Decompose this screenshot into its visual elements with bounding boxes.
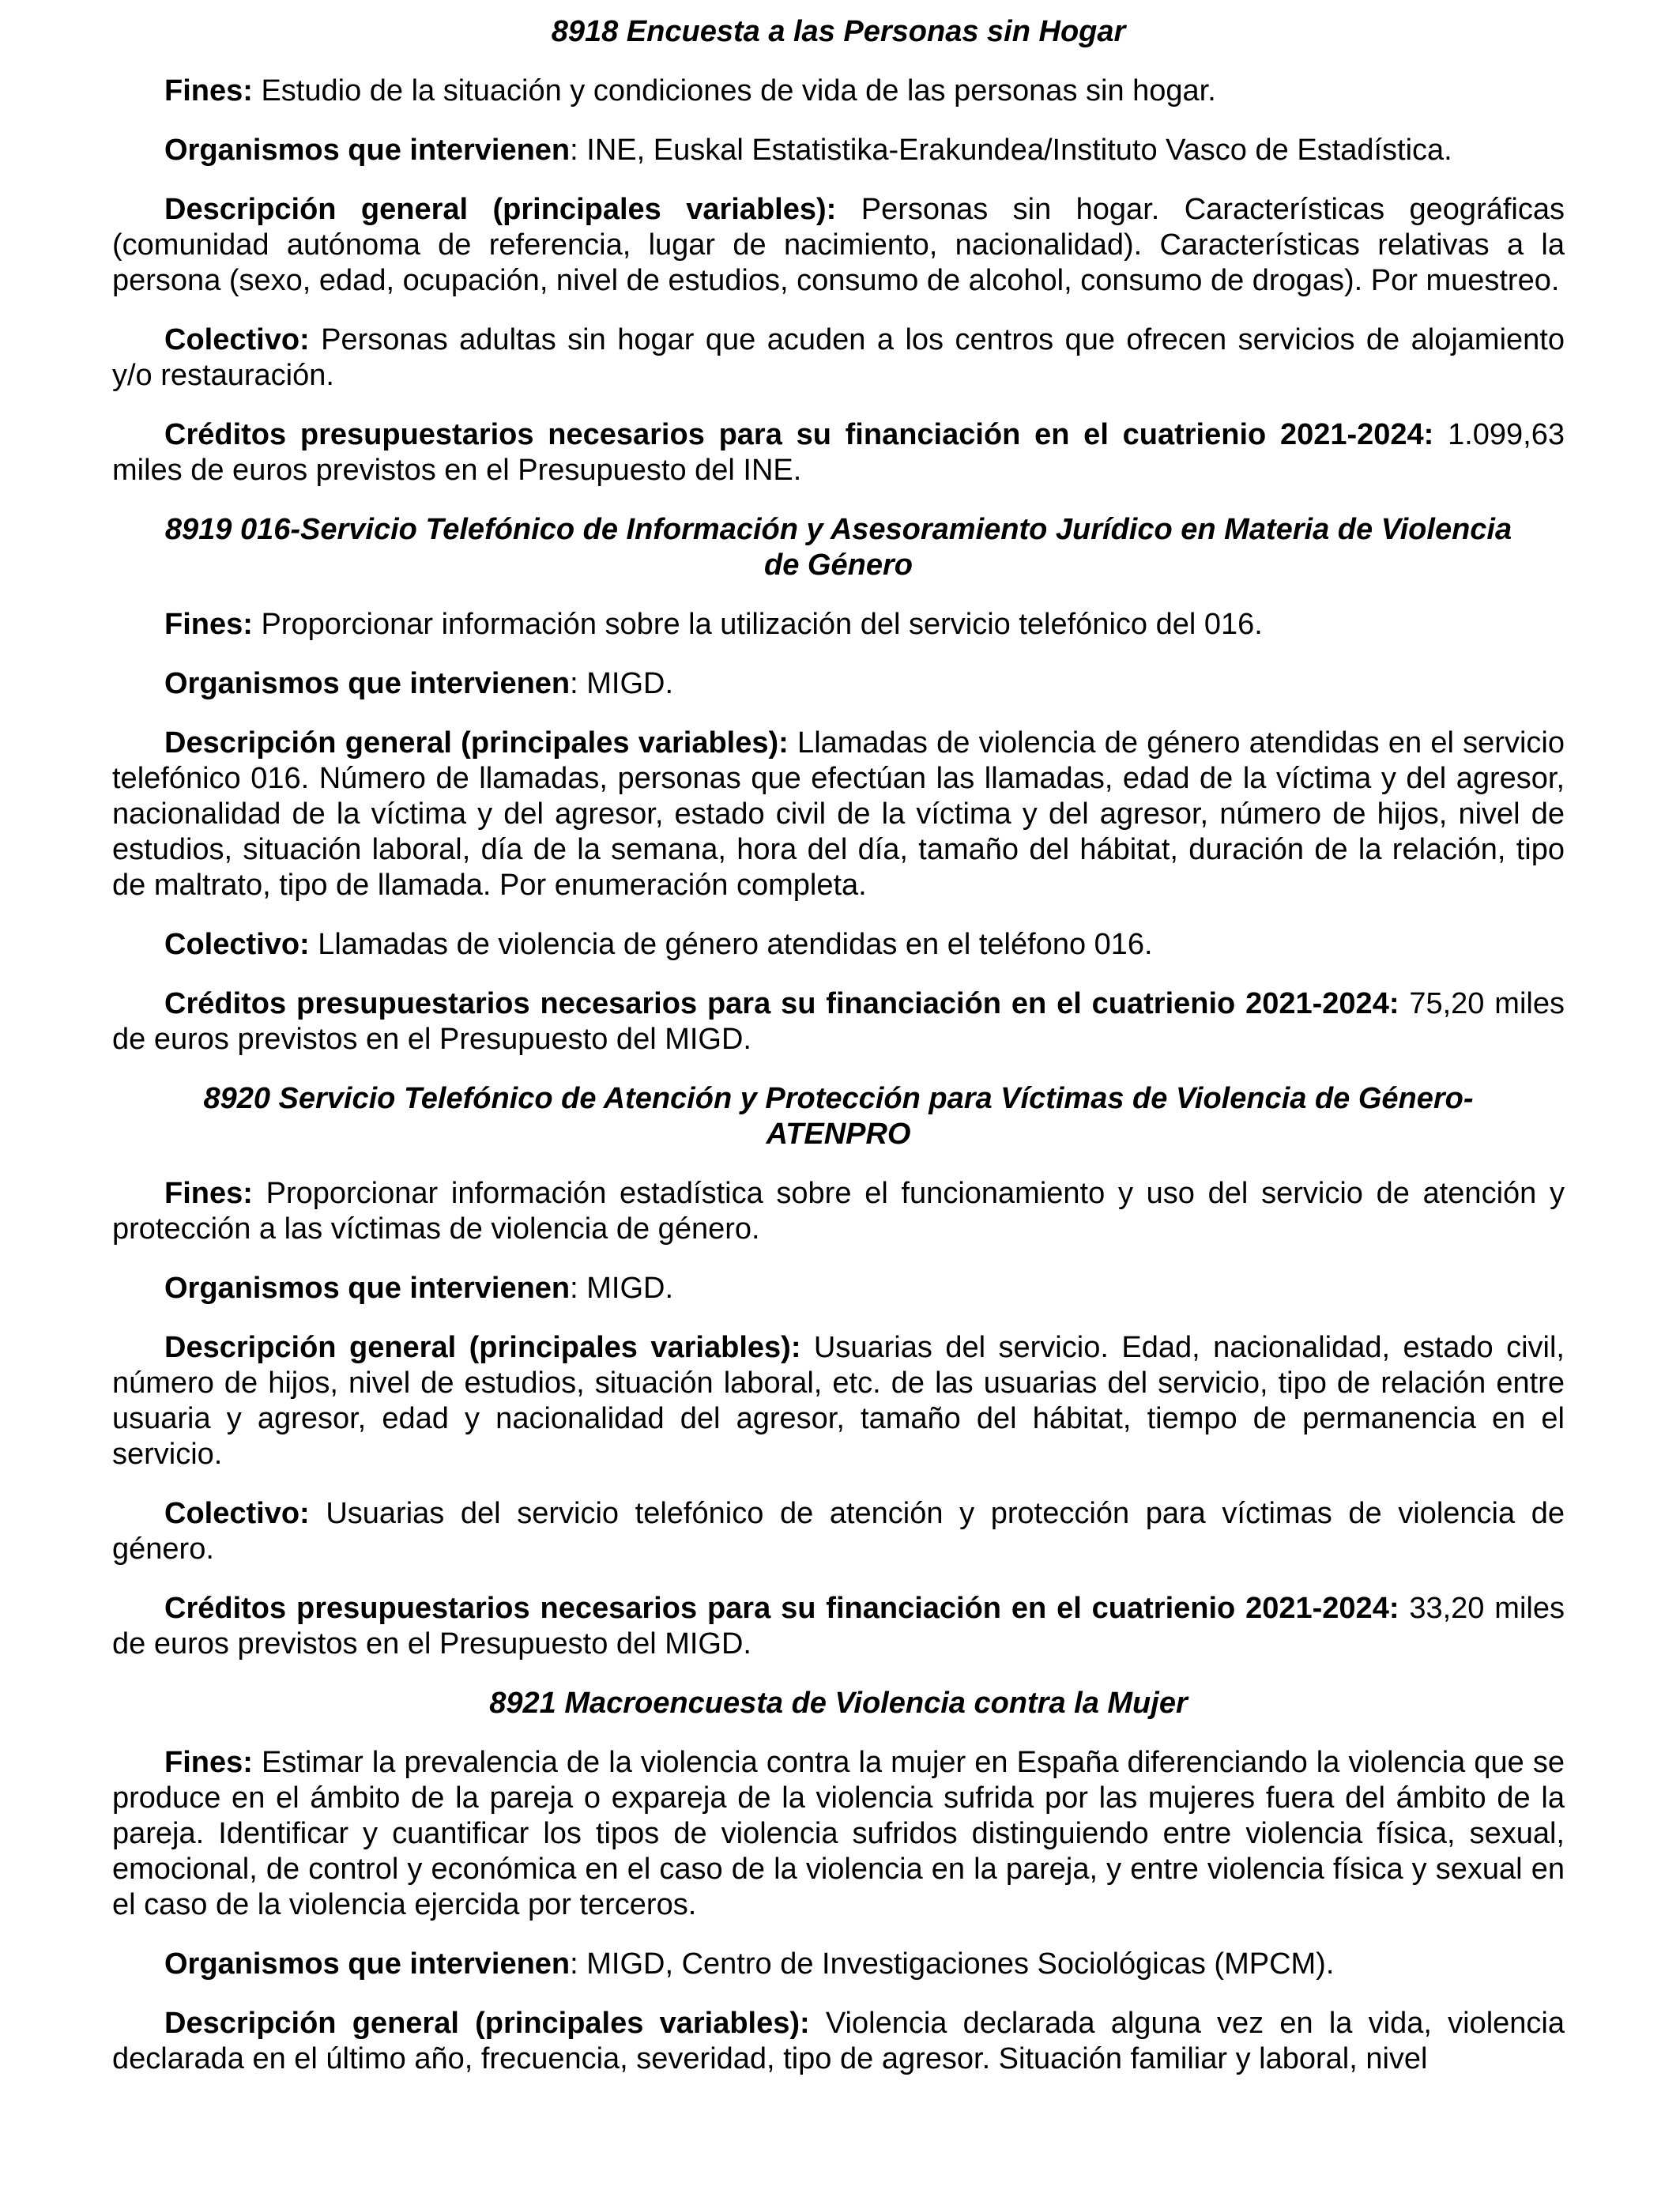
descripcion-text: Llamadas de violencia de género atendidas en el servicio telefónico 016. Número de llamadas, personas que efectúan las llamadas, edad de la víctima y del agresor, nacionalidad de la víctima y del agresor, estado civil de la víctima y del agresor, número de hijos, nivel de estudios, situación laboral, día de la semana, hora del día, tamaño del hábitat, duración de la relación, tipo de maltrato, tipo de llamada. Por enumeración completa. xyxy=(112,726,1565,902)
colectivo-paragraph xyxy=(112,927,1565,963)
descripcion-paragraph xyxy=(112,2006,1565,2077)
fines-paragraph xyxy=(112,607,1565,643)
colectivo-label: Colectivo: xyxy=(164,1497,310,1530)
creditos-label: Créditos presupuestarios necesarios para su financiación en el cuatrienio 2021-2024: xyxy=(164,987,1399,1020)
fines-text: Proporcionar información estadística sobre el funcionamiento y uso del servicio de atención y protección a las víctimas de violencia de género. xyxy=(112,1177,1565,1246)
section-title: 8918 Encuesta a las Personas sin Hogar xyxy=(551,15,1126,48)
descripcion-text: Personas sin hogar. Características geográficas (comunidad autónoma de referencia, lugar de nacimiento, nacionalidad). Características relativas a la persona (sexo, edad, ocupación, nivel de estudios, consumo de alcohol, consumo de drogas). Por muestreo. xyxy=(112,193,1565,297)
colectivo-text: Personas adultas sin hogar que acuden a los centros que ofrecen servicios de alojamiento y/o restauración. xyxy=(112,323,1565,392)
section-8920 xyxy=(112,1081,1565,1662)
organismos-text: : INE, Euskal Estatistika-Erakundea/Instituto Vasco de Estadística. xyxy=(570,134,1452,167)
descripcion-text: Usuarias del servicio. Edad, nacionalidad, estado civil, número de hijos, nivel de estudios, situación laboral, etc. de las usuarias del servicio, tipo de relación entre usuaria y agresor, edad y nacionalidad del agresor, tamaño del hábitat, tiempo de permanencia en el servicio. xyxy=(112,1331,1565,1471)
creditos-label: Créditos presupuestarios necesarios para su financiación en el cuatrienio 2021-2024: xyxy=(164,1592,1399,1625)
section-8918 xyxy=(112,14,1565,488)
organismos-text: : MIGD. xyxy=(570,667,674,700)
creditos-text: 75,20 miles de euros previstos en el Presupuesto del MIGD. xyxy=(112,987,1565,1056)
organismos-text: : MIGD, Centro de Investigaciones Sociológicas (MPCM). xyxy=(570,1947,1335,1981)
organismos-paragraph xyxy=(112,1271,1565,1306)
descripcion-label: Descripción general (principales variables): xyxy=(164,2007,810,2040)
organismos-label: Organismos que intervienen xyxy=(164,1947,571,1981)
section-title: 8921 Macroencuesta de Violencia contra la Mujer xyxy=(489,1687,1188,1720)
descripcion-label: Descripción general (principales variables): xyxy=(164,193,837,226)
creditos-label: Créditos presupuestarios necesarios para su financiación en el cuatrienio 2021-2024: xyxy=(164,418,1434,451)
fines-paragraph xyxy=(112,1745,1565,1923)
colectivo-label: Colectivo: xyxy=(164,928,310,961)
fines-label: Fines: xyxy=(164,74,253,107)
section-8919 xyxy=(112,512,1565,1057)
section-8921 xyxy=(112,1686,1565,2077)
descripcion-label: Descripción general (principales variables): xyxy=(164,726,789,760)
organismos-paragraph xyxy=(112,1947,1565,1982)
fines-label: Fines: xyxy=(164,1177,253,1210)
section-title: 8919 016-Servicio Telefónico de Información y Asesoramiento Jurídico en Materia de Violencia de Género xyxy=(164,513,1512,582)
fines-text: Estudio de la situación y condiciones de vida de las personas sin hogar. xyxy=(252,74,1216,107)
organismos-paragraph xyxy=(112,133,1565,168)
document-page xyxy=(112,14,1565,2101)
descripcion-paragraph xyxy=(112,726,1565,903)
organismos-label: Organismos que intervienen xyxy=(164,134,571,167)
creditos-text: 33,20 miles de euros previstos en el Presupuesto del MIGD. xyxy=(112,1592,1565,1661)
organismos-paragraph xyxy=(112,666,1565,702)
organismos-text: : MIGD. xyxy=(570,1272,674,1305)
creditos-paragraph xyxy=(112,986,1565,1057)
colectivo-text: Usuarias del servicio telefónico de atención y protección para víctimas de violencia de género. xyxy=(112,1497,1565,1566)
descripcion-paragraph xyxy=(112,192,1565,299)
colectivo-paragraph xyxy=(112,1496,1565,1567)
fines-text: Estimar la prevalencia de la violencia contra la mujer en España diferenciando la violencia que se produce en el ámbito de la pareja o expareja de la violencia sufrida por las mujeres fuera del ámbito de la pareja. Identificar y cuantificar los tipos de violencia sufridos distinguiendo entre violencia física, sexual, emocional, de control y económica en el caso de la violencia en la pareja, y entre violencia física y sexual en el caso de la violencia ejercida por terceros. xyxy=(112,1746,1565,1921)
descripcion-paragraph xyxy=(112,1330,1565,1472)
fines-text: Proporcionar información sobre la utilización del servicio telefónico del 016. xyxy=(252,608,1263,641)
creditos-paragraph xyxy=(112,417,1565,488)
colectivo-text: Llamadas de violencia de género atendidas en el teléfono 016. xyxy=(309,928,1153,961)
creditos-text: 1.099,63 miles de euros previstos en el Presupuesto del INE. xyxy=(112,418,1565,487)
descripcion-text: Violencia declarada alguna vez en la vida, violencia declarada en el último año, frecuencia, severidad, tipo de agresor. Situación familiar y laboral, nivel xyxy=(112,2007,1565,2075)
organismos-label: Organismos que intervienen xyxy=(164,1272,571,1305)
fines-paragraph xyxy=(112,1176,1565,1247)
fines-paragraph xyxy=(112,74,1565,109)
fines-label: Fines: xyxy=(164,608,253,641)
organismos-label: Organismos que intervienen xyxy=(164,667,571,700)
section-title: 8920 Servicio Telefónico de Atención y Protección para Víctimas de Violencia de Género-ATENPRO xyxy=(203,1082,1474,1151)
colectivo-paragraph xyxy=(112,322,1565,394)
colectivo-label: Colectivo: xyxy=(164,323,310,356)
fines-label: Fines: xyxy=(164,1746,253,1779)
creditos-paragraph xyxy=(112,1591,1565,1662)
descripcion-label: Descripción general (principales variables): xyxy=(164,1331,801,1364)
